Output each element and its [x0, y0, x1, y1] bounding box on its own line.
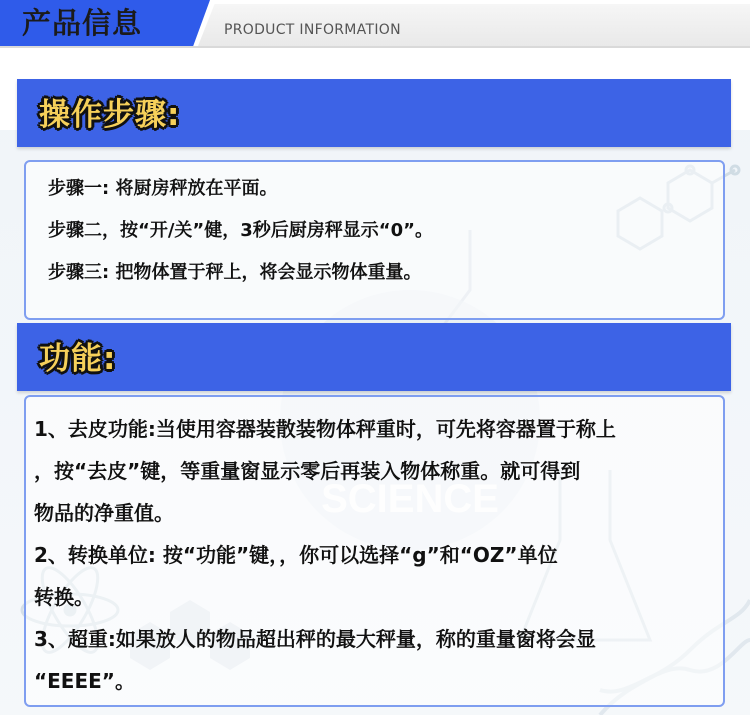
function-line: ，按“去皮”键，等重量窗显示零后再装入物体称重。就可得到	[34, 459, 581, 483]
function-line: 物品的净重值。	[34, 501, 174, 525]
function-line: 2、转换单位: 按“功能”键，，你可以选择“g”和“OZ”单位	[34, 543, 558, 567]
function-line: 转换。	[34, 585, 94, 609]
operation-heading: 操作步骤:	[39, 97, 181, 133]
function-line: 1、去皮功能:当使用容器装散装物体秤重时，可先将容器置于称上	[34, 417, 616, 441]
operation-banner	[17, 79, 731, 147]
page-title: 产品信息	[22, 6, 143, 40]
functions-box	[24, 395, 725, 707]
function-line: 3、超重:如果放人的物品超出秤的最大秤量，称的重量窗将会显	[34, 627, 596, 651]
functions-banner	[17, 323, 731, 391]
functions-heading: 功能:	[39, 341, 117, 377]
step-item: 步骤二，按“开/关”健，3秒后厨房秤显示“0”。	[48, 220, 433, 241]
step-item: 步骤一: 将厨房秤放在平面。	[48, 178, 278, 199]
page-subtitle: PRODUCT INFORMATION	[224, 22, 401, 38]
function-line: “EEEE”。	[34, 669, 135, 693]
operation-steps-box	[24, 160, 725, 320]
header-divider	[0, 46, 750, 48]
step-item: 步骤三: 把物体置于秤上，将会显示物体重量。	[48, 262, 422, 283]
